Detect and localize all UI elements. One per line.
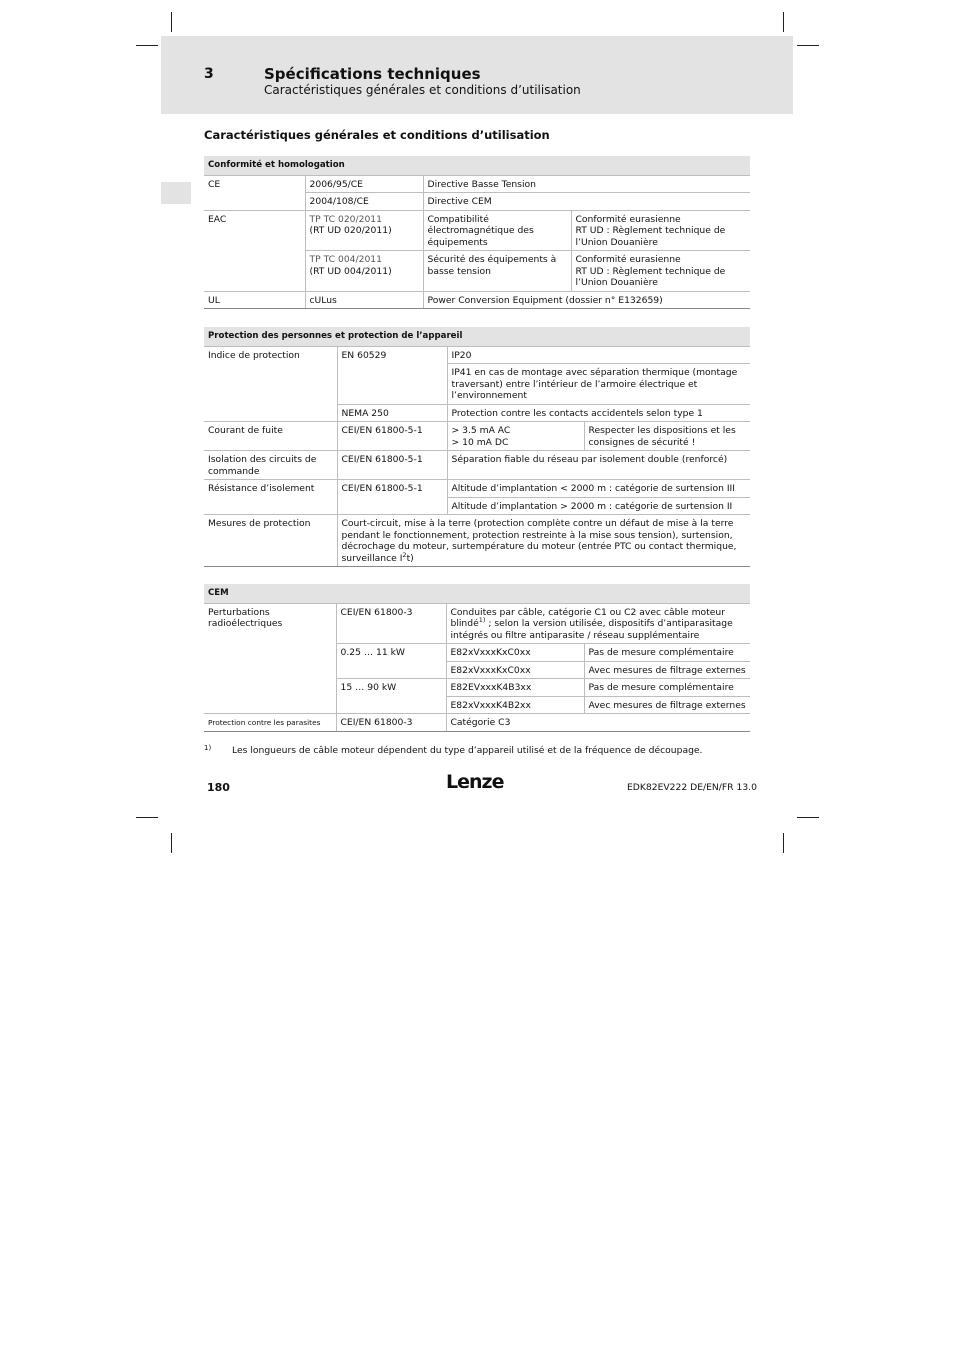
crop-mark [783, 833, 784, 853]
footnote-text: Les longueurs de câble moteur dépendent du type d’appareil utilisé et de la fréquence de découpage. [232, 745, 703, 756]
page-number: 180 [207, 781, 230, 794]
table-row [204, 291, 750, 309]
value-line: > 3.5 mA AC [451, 425, 511, 436]
row-label: CE [204, 175, 305, 210]
value-cell [446, 603, 750, 644]
standard-code: TP TC 020/2011 [309, 213, 382, 225]
group-heading: Protection des personnes et protection de l’appareil [204, 327, 750, 346]
note-cell: Avec mesures de filtrage externes [584, 696, 750, 714]
note-cell [571, 251, 750, 292]
standard-cell: 2006/95/CE [305, 175, 423, 193]
document-id: EDK82EV222 DE/EN/FR 13.0 [627, 782, 757, 793]
value-cell: Protection contre les contacts accidentels selon type 1 [447, 404, 750, 422]
standard-cell [305, 210, 423, 251]
crop-mark [171, 833, 172, 853]
standard-code: TP TC 004/2011 [309, 254, 382, 265]
crop-mark [171, 12, 172, 32]
row-label: Indice de protection [204, 346, 337, 422]
footnote-ref: 1) [478, 615, 486, 624]
standard-cell: CEI/EN 61800-3 [336, 603, 446, 644]
value-cell: Catégorie C3 [446, 714, 750, 732]
standard-cell [305, 251, 423, 292]
standard-cell: 2004/108/CE [305, 193, 423, 211]
value-cell: Sécurité des équipements à basse tension [423, 251, 571, 292]
row-label: Isolation des circuits de commande [204, 451, 337, 480]
table-row [204, 422, 750, 451]
emc-table [204, 584, 750, 732]
table-row [204, 515, 750, 567]
table-row [204, 480, 750, 498]
note-cell: Pas de mesure complémentaire [584, 679, 750, 697]
value-cell: Directive Basse Tension [423, 175, 750, 193]
value-cell: IP41 en cas de montage avec séparation thermique (montage traversant) entre l’intérieur de l’armoire électrique et l’environnement [447, 364, 750, 405]
table-row [204, 346, 750, 364]
value-text: Court-circuit, mise à la terre (protection complète contre un défaut de mise à la terre pendant le fonctionnement, protection restreinte à la mise sous tension), surtension, décrochage du moteur, surtempérature du moteur (entrée PTC ou contact thermique, surveillance I [341, 518, 737, 564]
note-line: Conformité eurasienne [575, 213, 681, 225]
row-label: Mesures de protection [204, 515, 337, 567]
note-line: RT UD : Règlement technique de l’Union Douanière [575, 225, 726, 248]
row-label: Courant de fuite [204, 422, 337, 451]
value-line: > 10 mA DC [451, 436, 509, 448]
standard-code-alt: (RT UD 004/2011) [309, 265, 392, 277]
type-code-cell: E82EVxxxK4B3xx [446, 679, 584, 697]
standard-cell: cULus [305, 291, 423, 309]
standard-cell: EN 60529 [337, 346, 447, 404]
protection-table [204, 327, 750, 567]
row-label: Protection contre les parasites [204, 714, 336, 732]
crop-mark [136, 45, 158, 46]
note-cell [571, 210, 750, 251]
chapter-subtitle: Caractéristiques générales et conditions d’utilisation [264, 83, 581, 97]
value-cell: Altitude d’implantation > 2000 m : catégorie de surtension II [447, 497, 750, 515]
type-code-cell: E82xVxxxK4B2xx [446, 696, 584, 714]
table-row [204, 451, 750, 480]
crop-mark [783, 12, 784, 32]
note-cell: Respecter les dispositions et les consignes de sécurité ! [584, 422, 750, 451]
table-row [204, 603, 750, 644]
crop-mark [797, 817, 819, 818]
row-label: EAC [204, 210, 305, 291]
value-cell [337, 515, 750, 567]
value-text: t) [406, 552, 414, 564]
value-cell: Compatibilité électromagnétique des équipements [423, 210, 571, 251]
row-label: Perturbations radioélectriques [204, 603, 336, 714]
value-cell [447, 422, 584, 451]
value-text: ; selon la version utilisée, dispositifs d’antiparasitage intégrés ou filtre antiparasite / réseau supplémentaire [450, 618, 733, 641]
type-code-cell: E82xVxxxKxC0xx [446, 661, 584, 679]
note-cell: Pas de mesure complémentaire [584, 644, 750, 662]
superscript: 2 [402, 550, 407, 559]
value-cell: Altitude d’implantation < 2000 m : catégorie de surtension III [447, 480, 750, 498]
power-range-cell: 0.25 … 11 kW [336, 644, 446, 679]
chapter-number: 3 [204, 66, 214, 82]
value-text: Conduites par câble, catégorie C1 ou C2 avec câble moteur blindé [450, 606, 726, 629]
standard-cell: CEI/EN 61800-5-1 [337, 480, 447, 515]
standard-cell: CEI/EN 61800-5-1 [337, 422, 447, 451]
standard-cell: NEMA 250 [337, 404, 447, 422]
crop-mark [797, 45, 819, 46]
section-title: Caractéristiques générales et conditions d’utilisation [204, 128, 550, 142]
chapter-title: Spécifications techniques [264, 65, 481, 83]
side-tab-marker [161, 182, 191, 204]
standard-cell: CEI/EN 61800-3 [336, 714, 446, 732]
standard-cell: CEI/EN 61800-5-1 [337, 451, 447, 480]
footnote-mark: 1) [204, 744, 212, 752]
value-cell: IP20 [447, 346, 750, 364]
row-label: UL [204, 291, 305, 309]
table-row [204, 210, 750, 251]
type-code-cell: E82xVxxxKxC0xx [446, 644, 584, 662]
note-line: RT UD : Règlement technique de l’Union Douanière [575, 265, 726, 288]
note-cell: Avec mesures de filtrage externes [584, 661, 750, 679]
value-cell: Séparation fiable du réseau par isolement double (renforcé) [447, 451, 750, 480]
conformity-table [204, 156, 750, 309]
value-cell: Directive CEM [423, 193, 750, 211]
value-cell: Power Conversion Equipment (dossier n° E132659) [423, 291, 750, 309]
table-row [204, 175, 750, 193]
group-heading: Conformité et homologation [204, 156, 750, 175]
note-line: Conformité eurasienne [575, 254, 681, 265]
row-label: Résistance d’isolement [204, 480, 337, 515]
lenze-logo: Lenze [446, 771, 504, 793]
power-range-cell: 15 … 90 kW [336, 679, 446, 714]
crop-mark [136, 817, 158, 818]
standard-code-alt: (RT UD 020/2011) [309, 225, 392, 236]
group-heading: CEM [204, 584, 750, 603]
table-row [204, 714, 750, 732]
